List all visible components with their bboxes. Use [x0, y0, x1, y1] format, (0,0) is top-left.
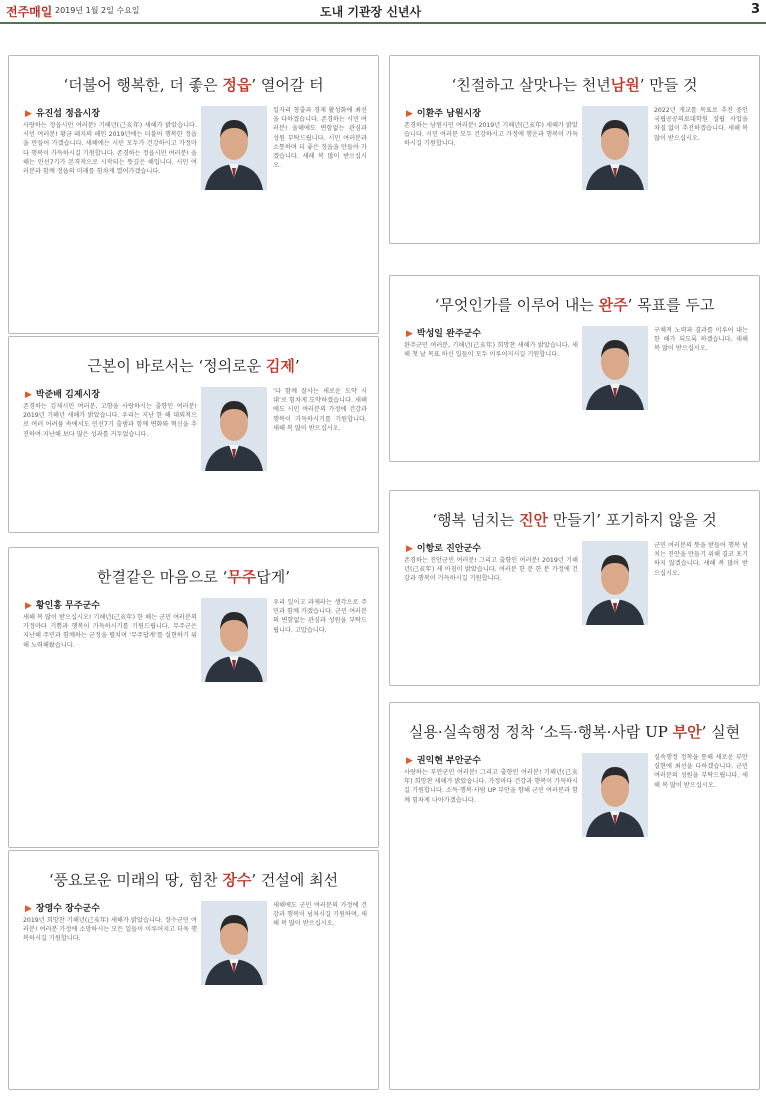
article-body-col1: 2019년 희망찬 기해년(己亥年) 새해가 밝았습니다. 장수군민 여러분! 여러분 가정에 소망하시는 모든 일들이 이루어지고 더욱 행복하시길 기원합니다.	[23, 917, 197, 943]
article-title	[9, 869, 378, 890]
author-label: 권익현 부안군수	[416, 756, 481, 766]
section-title: 도내 기관장 신년사	[320, 5, 422, 19]
title-highlight: 완주	[598, 296, 628, 314]
bullet-icon: ▶	[406, 329, 413, 339]
title-text: ’ 실현	[701, 723, 741, 741]
article-body-col1: 사랑하는 부안군민 여러분! 그리고 출향인 여러분! 기해년(己亥年) 희망찬 새해가 밝았습니다. 가정마다 건강과 행복이 가득하시길 기원합니다. 소득·행복·사람 UP 부안을 향해 군민 여러분과 함께 힘차게 나아가겠습니다.	[404, 769, 578, 804]
author-label: 황인홍 무주군수	[35, 601, 100, 611]
author-label: 장영수 장수군수	[35, 904, 100, 914]
author-name	[406, 541, 481, 554]
title-text: ’ 만들 것	[639, 76, 698, 94]
article-title	[390, 509, 759, 530]
article-body-col1: 사랑하는 정읍시민 여러분! 기해년(己亥年) 새해가 밝았습니다. 시민 여러분! 황금 돼지의 해인 2019년에는 더불어 행복한 정읍을 만들어 가겠습니다. 새해에는 시민 모두가 건강하시고 가정마다 행복이 가득하시길 기원합니다. 존경하는 정읍시민 여러분! 올해는 민선7기가 본격적으로 시작되는 뜻깊은 해입니다. 시민 여러분과 함께 정읍의 미래를 힘차게 열어가겠습니다.	[23, 122, 197, 176]
title-highlight: 진안	[519, 511, 548, 529]
title-text: 한결같은 마음으로 ‘	[97, 568, 228, 586]
author-label: 이환주 남원시장	[416, 109, 481, 119]
article-body-col1: 존경하는 김제시민 여러분, 고향을 사랑하시는 출향인 여러분! 2019년 기해년 새해가 밝았습니다. 우리는 지난 한 해 대외적으로 여러 어려움 속에서도 민선7기 출범과 함께 변화와 혁신을 추진하여 지난해 보다 많은 성과를 거두었습니다.	[23, 403, 197, 438]
article-namwon	[389, 55, 760, 244]
title-highlight: 무주	[227, 568, 257, 586]
title-text: ‘더불어 행복한, 더 좋은	[63, 76, 223, 94]
title-text: ‘행복 넘치는	[432, 511, 520, 529]
official-portrait	[582, 106, 648, 190]
article-jangsu	[8, 850, 379, 1090]
article-title	[390, 721, 759, 742]
bullet-icon: ▶	[25, 390, 32, 400]
article-title	[390, 74, 759, 95]
author-label: 박준배 김제시장	[35, 390, 100, 400]
article-body-col2: 2022년 개교를 목표로 추진 중인 국립공공의료대학원 설립 사업을 차질 없이 추진하겠습니다. 새해 복 많이 받으십시오.	[654, 107, 748, 142]
article-body-col1: 완주군민 여러분, 기해년(己亥年) 희망찬 새해가 밝았습니다. 새해 첫 날 목표 하신 일들이 모두 이루어지시길 기원합니다.	[404, 342, 578, 359]
author-label: 박성일 완주군수	[416, 329, 481, 339]
bullet-icon: ▶	[25, 601, 32, 611]
author-name	[25, 387, 100, 400]
official-portrait	[201, 106, 267, 190]
author-name	[25, 901, 100, 914]
article-body-col1: 새해 복 많이 받으십시오! 기해년(己亥年) 한 해는 군민 여러분의 가정마다 기쁨과 행복이 가득하시기를 기원드립니다. 무주군은 지난해 주민과 함께하는 군정을 펼치며 ‘무주답게’를 실현하기 위해 노력해왔습니다.	[23, 614, 197, 649]
article-body-col2: ‘다 함께 잘사는 새로운 도약 시대’로 힘차게 도약하겠습니다. 새해에도 시민 여러분의 가정에 건강과 행복이 가득하시기를 기원합니다. 새해 복 많이 받으십시오.	[273, 388, 367, 432]
article-title	[390, 294, 759, 315]
article-body-col2: 구체적 노력과 결과를 이루어 내는 한 해가 되도록 하겠습니다. 새해 복 많이 받으십시오.	[654, 327, 748, 353]
article-jinan	[389, 490, 760, 686]
author-name	[25, 106, 100, 119]
article-wanju	[389, 275, 760, 462]
title-text: ’	[294, 357, 300, 375]
page-header	[0, 0, 766, 24]
issue-date: 2019년 1월 2일 수요일	[55, 6, 140, 15]
author-name	[406, 326, 481, 339]
author-name	[25, 598, 100, 611]
author-name	[406, 753, 481, 766]
article-title	[9, 355, 378, 376]
page-number: 3	[750, 2, 760, 17]
article-buan	[389, 702, 760, 1090]
article-body-col1: 존경하는 남원시민 여러분! 2019년 기해년(己亥年) 새해가 밝았습니다. 시민 여러분 모두 건강하시고 가정에 행운과 행복이 가득하시길 기원합니다.	[404, 122, 578, 148]
bullet-icon: ▶	[25, 109, 32, 119]
title-text: 근본이 바로서는 ‘정의로운	[87, 357, 266, 375]
bullet-icon: ▶	[406, 544, 413, 554]
title-text: ‘풍요로운 미래의 땅, 힘찬	[48, 871, 223, 889]
bullet-icon: ▶	[25, 904, 32, 914]
title-text: 답게’	[256, 568, 290, 586]
author-label: 유진섭 정읍시장	[35, 109, 100, 119]
article-gimje	[8, 336, 379, 533]
article-body-col2: 우리 일이고 과제라는 생각으로 주민과 함께 가겠습니다. 군민 여러분의 변함없는 관심과 성원을 부탁드립니다. 고맙습니다.	[273, 599, 367, 634]
bullet-icon: ▶	[406, 109, 413, 119]
title-text: ‘친절하고 살맛나는 천년	[451, 76, 611, 94]
title-text: 실용·실속행정 정착 ‘소득·행복·사람 UP	[408, 723, 673, 741]
article-muju	[8, 547, 379, 848]
title-highlight: 부안	[672, 723, 702, 741]
official-portrait	[201, 901, 267, 985]
title-highlight: 김제	[265, 357, 295, 375]
official-portrait	[582, 541, 648, 625]
title-highlight: 장수	[222, 871, 252, 889]
author-label: 이항로 진안군수	[416, 544, 481, 554]
article-body-col1: 존경하는 진안군민 여러분! 그리고 출향인 여러분! 2019년 기해년(己亥年) 새 아침이 밝았습니다. 여러분 한 분 한 분 가정에 건강과 행복이 가득하시길 기원합니다.	[404, 557, 578, 583]
article-body-col2: 새해에도 군민 여러분의 가정에 건강과 행복이 넘치시길 기원하며, 새해 복 많이 받으십시오.	[273, 902, 367, 928]
title-highlight: 정읍	[222, 76, 252, 94]
article-title	[9, 74, 378, 95]
article-title	[9, 566, 378, 587]
article-body-col2: 군민 여러분의 뜻을 받들어 행복 넘치는 진안을 만들기 위해 결코 포기하지 않겠습니다. 새해 복 많이 받으십시오.	[654, 542, 748, 577]
official-portrait	[582, 326, 648, 410]
title-highlight: 남원	[610, 76, 640, 94]
bullet-icon: ▶	[406, 756, 413, 766]
article-body-col2: 실속행정 정착을 통해 새로운 부안 실현에 최선을 다하겠습니다. 군민 여러분의 성원을 부탁드립니다. 새해 복 많이 받으십시오.	[654, 754, 748, 789]
author-name	[406, 106, 481, 119]
official-portrait	[201, 387, 267, 471]
official-portrait	[582, 753, 648, 837]
title-text: ’ 열어갈 터	[251, 76, 324, 94]
title-text: ‘무엇인가를 이루어 내는	[434, 296, 599, 314]
article-body-col2: 일자리 창출과 경제 활성화에 최선을 다하겠습니다. 존경하는 시민 여러분! 올해에도 변함없는 관심과 성원 부탁드립니다. 시민 여러분과 소통하며 더 좋은 정읍을 만들어 가겠습니다. 새해 복 많이 받으십시오.	[273, 107, 367, 170]
title-text: ’ 건설에 최선	[251, 871, 339, 889]
newspaper-logo: 전주매일	[6, 5, 53, 19]
official-portrait	[201, 598, 267, 682]
article-jeongeup	[8, 55, 379, 334]
title-text: 만들기’ 포기하지 않을 것	[548, 511, 717, 529]
title-text: ’ 목표를 두고	[627, 296, 715, 314]
